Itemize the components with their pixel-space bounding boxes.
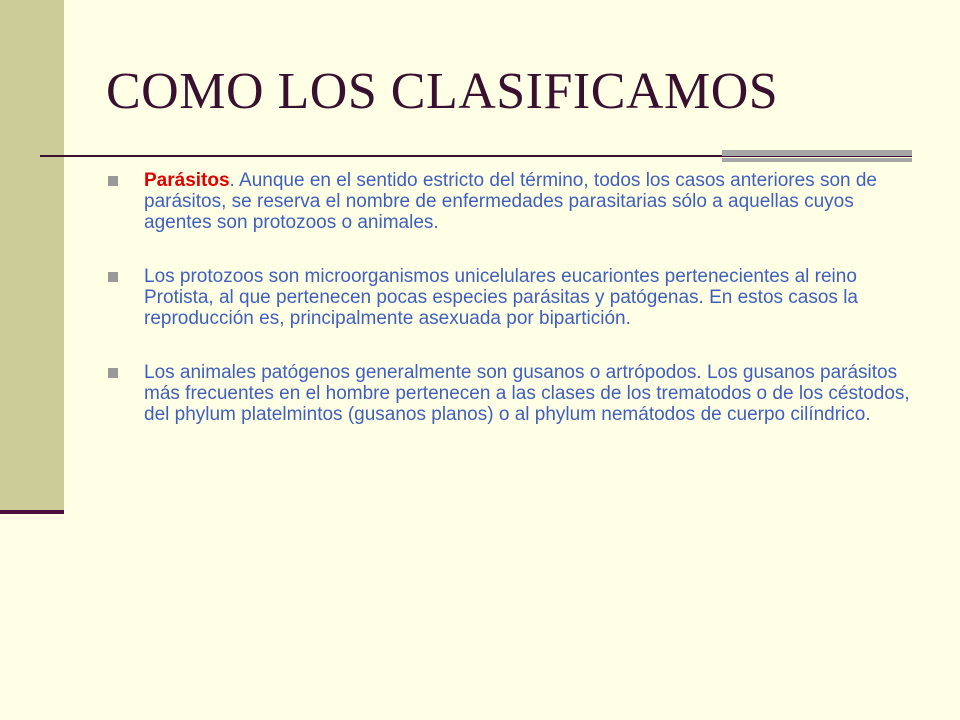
square-bullet-icon [108, 176, 118, 186]
bullet-item-animales [106, 362, 916, 425]
title-divider-accent-lower [722, 158, 912, 162]
bullet-highlight-term: Parásitos [144, 170, 230, 191]
bullet-text: Los protozoos son microorganismos unicelulares eucariontes pertenecientes al reino Protista, al que pertenecen pocas especies parásitas y patógenas. En estos casos la reproducción es, principalmente asexuada por bipartición. [144, 266, 858, 329]
side-accent-bar [0, 0, 64, 510]
square-bullet-icon [108, 368, 118, 378]
square-bullet-icon [108, 272, 118, 282]
bullet-list [106, 170, 916, 458]
slide-title: COMO LOS CLASIFICAMOS [106, 63, 779, 120]
bullet-item-protozoos [106, 266, 916, 329]
side-accent-line [0, 510, 64, 514]
bullet-text: . Aunque en el sentido estricto del término, todos los casos anteriores son de parásitos, se reserva el nombre de enfermedades parasitarias sólo a aquellas cuyos agentes son protozoos o animales. [144, 170, 877, 233]
bullet-text: Los animales patógenos generalmente son gusanos o artrópodos. Los gusanos parásitos más frecuentes en el hombre pertenecen a las clases de los trematodos o de los céstodos, del phylum platelmintos (gusanos planos) o al phylum nemátodos de cuerpo cilíndrico. [144, 362, 910, 425]
bullet-item-parasitos [106, 170, 916, 233]
title-divider-accent [722, 150, 912, 156]
